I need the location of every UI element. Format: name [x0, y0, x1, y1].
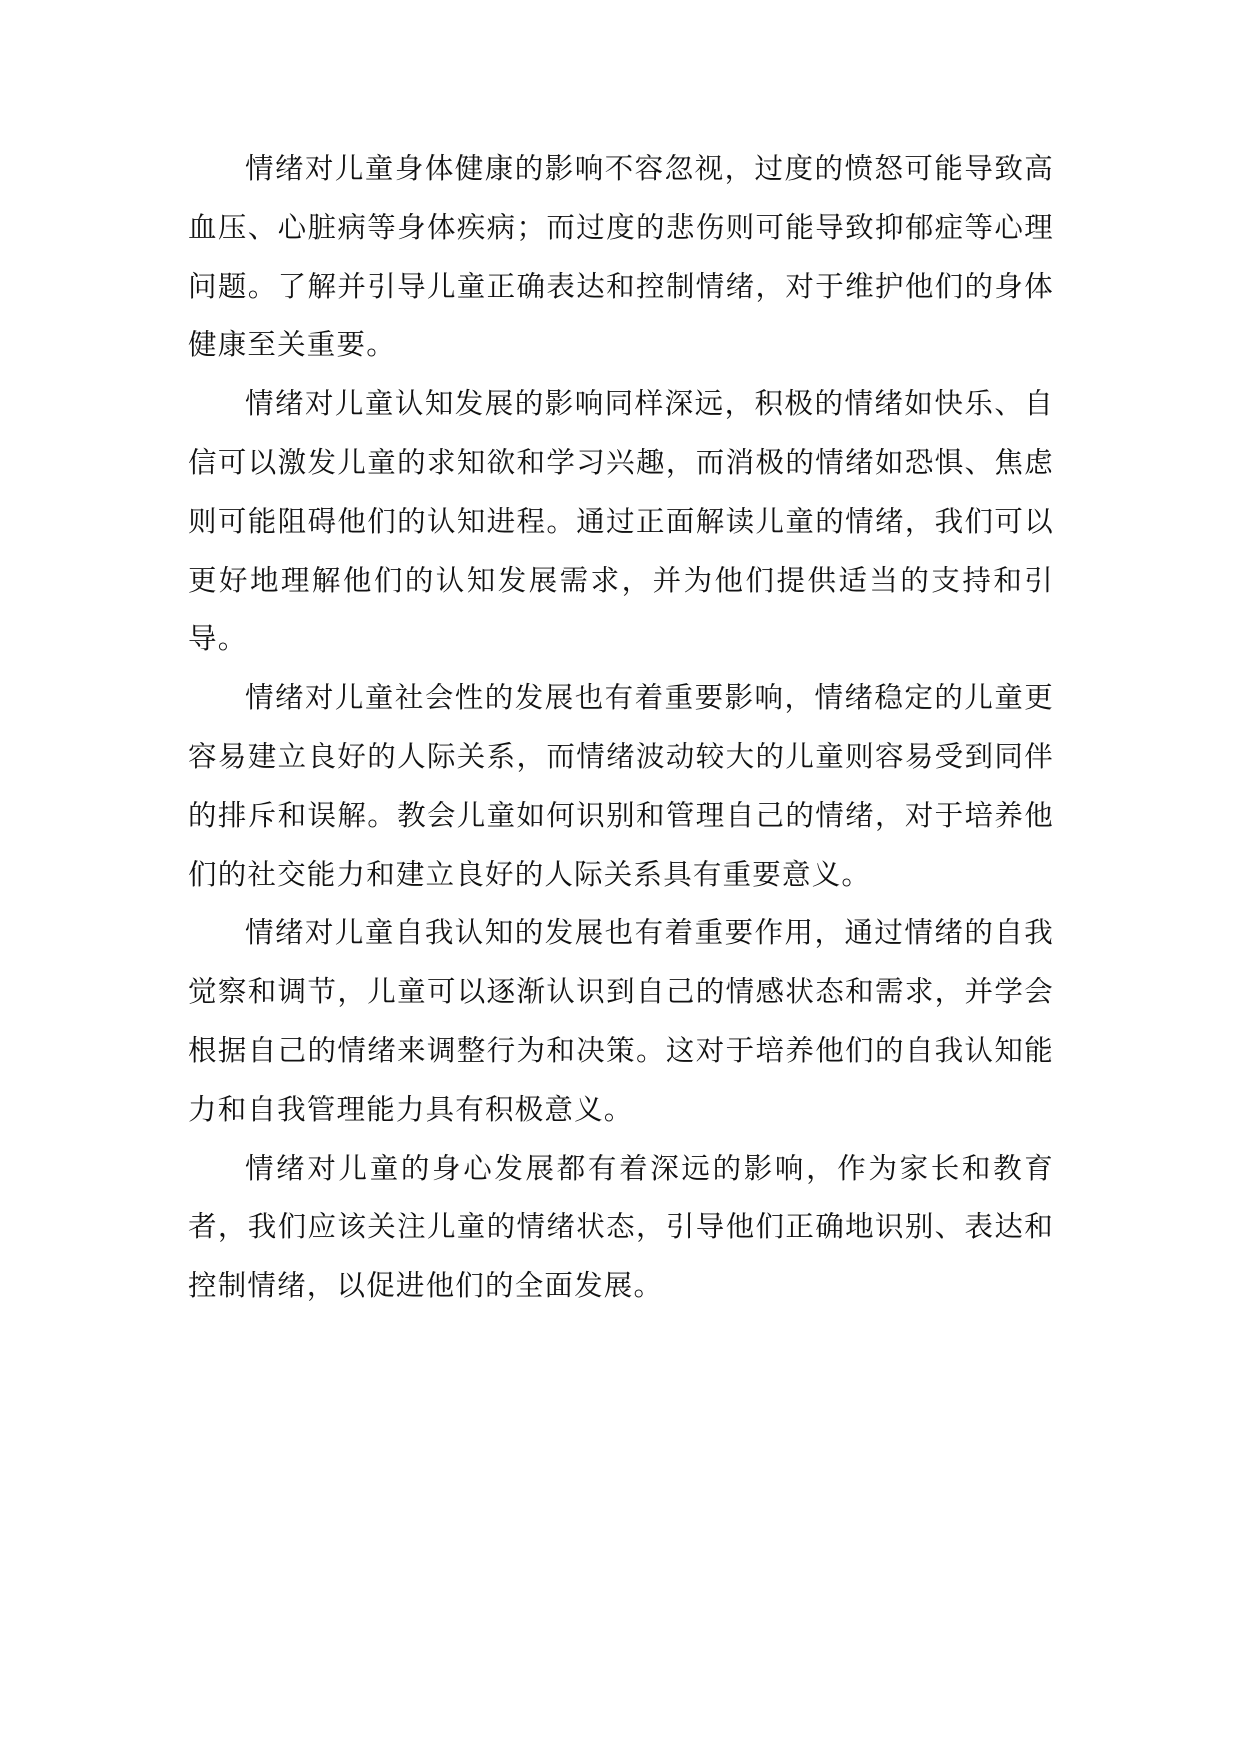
paragraph-cognitive-development: 情绪对儿童认知发展的影响同样深远，积极的情绪如快乐、自信可以激发儿童的求知欲和学习兴趣，而消极的情绪如恐惧、焦虑则可能阻碍他们的认知进程。通过正面解读儿童的情绪，我们可以更好地理解他们的认知发展需求，并为他们提供适当的支持和引导。 — [188, 387, 1054, 656]
paragraph-self-awareness: 情绪对儿童自我认知的发展也有着重要作用，通过情绪的自我觉察和调节，儿童可以逐渐认识到自己的情感状态和需求，并学会根据自己的情绪来调整行为和决策。这对于培养他们的自我认知能力和自我管理能力具有积极意义。 — [188, 916, 1054, 1126]
paragraph-physical-health: 情绪对儿童身体健康的影响不容忽视，过度的愤怒可能导致高血压、心脏病等身体疾病；而过度的悲伤则可能导致抑郁症等心理问题。了解并引导儿童正确表达和控制情绪，对于维护他们的身体健康至关重要。 — [188, 152, 1054, 362]
document-body — [188, 140, 1054, 1316]
paragraph-social-development: 情绪对儿童社会性的发展也有着重要影响，情绪稳定的儿童更容易建立良好的人际关系，而情绪波动较大的儿童则容易受到同伴的排斥和误解。教会儿童如何识别和管理自己的情绪，对于培养他们的社交能力和建立良好的人际关系具有重要意义。 — [188, 681, 1054, 891]
paragraph-conclusion: 情绪对儿童的身心发展都有着深远的影响，作为家长和教育者，我们应该关注儿童的情绪状态，引导他们正确地识别、表达和控制情绪，以促进他们的全面发展。 — [188, 1151, 1054, 1303]
